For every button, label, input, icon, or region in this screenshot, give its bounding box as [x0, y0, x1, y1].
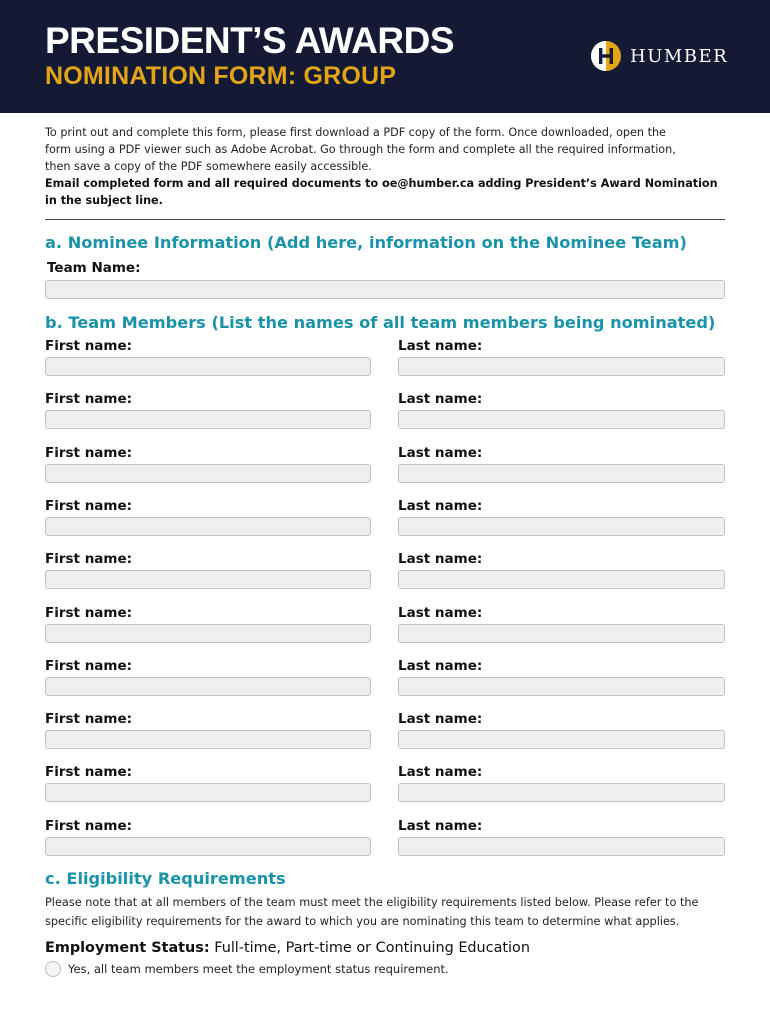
last-name-field[interactable]	[398, 410, 725, 429]
humber-logo	[590, 40, 728, 72]
first-name-label: First name:	[45, 391, 133, 407]
last-name-field[interactable]	[398, 837, 725, 856]
first-name-label: First name:	[45, 658, 133, 674]
first-name-field[interactable]	[45, 517, 371, 536]
last-name-field[interactable]	[398, 677, 725, 696]
logo-wordmark: HUMBER	[630, 45, 729, 67]
last-name-field[interactable]	[398, 730, 725, 749]
header-banner	[0, 0, 770, 113]
last-name-label: Last name:	[398, 711, 483, 727]
last-name-label: Last name:	[398, 445, 483, 461]
first-name-field[interactable]	[45, 570, 371, 589]
eligibility-note-line: specific eligibility requirements for the award to which you are nominating this team to determine what applies.	[45, 915, 680, 928]
last-name-field[interactable]	[398, 570, 725, 589]
last-name-label: Last name:	[398, 498, 483, 514]
first-name-label: First name:	[45, 445, 133, 461]
last-name-label: Last name:	[398, 391, 483, 407]
last-name-label: Last name:	[398, 764, 483, 780]
first-name-field[interactable]	[45, 730, 371, 749]
humber-emblem-icon	[590, 40, 622, 72]
last-name-label: Last name:	[398, 551, 483, 567]
first-name-field[interactable]	[45, 677, 371, 696]
last-name-label: Last name:	[398, 338, 483, 354]
intro-line: then save a copy of the PDF somewhere easily accessible.	[45, 160, 372, 173]
team-name-field[interactable]	[45, 280, 725, 299]
section-b-heading: b. Team Members (List the names of all team members being nominated)	[45, 313, 716, 332]
employment-status-radio[interactable]	[45, 961, 61, 977]
intro-email-instruction: Email completed form and all required documents to oe@humber.ca adding President’s Award Nomination	[45, 177, 718, 190]
intro-text	[45, 124, 725, 209]
section-a-heading: a. Nominee Information (Add here, information on the Nominee Team)	[45, 233, 687, 252]
section-c-heading: c. Eligibility Requirements	[45, 869, 286, 888]
first-name-field[interactable]	[45, 783, 371, 802]
intro-line: form using a PDF viewer such as Adobe Acrobat. Go through the form and complete all the required information,	[45, 143, 676, 156]
first-name-field[interactable]	[45, 357, 371, 376]
divider	[45, 219, 725, 220]
form-subtitle: NOMINATION FORM: GROUP	[45, 62, 397, 90]
last-name-field[interactable]	[398, 624, 725, 643]
employment-status	[45, 940, 530, 956]
intro-email-instruction: in the subject line.	[45, 194, 163, 207]
intro-line: To print out and complete this form, please first download a PDF copy of the form. Once downloaded, open the	[45, 126, 666, 139]
first-name-label: First name:	[45, 711, 133, 727]
last-name-field[interactable]	[398, 357, 725, 376]
first-name-label: First name:	[45, 764, 133, 780]
eligibility-note	[45, 893, 735, 931]
form-title: PRESIDENT’S AWARDS	[45, 20, 455, 61]
last-name-label: Last name:	[398, 658, 483, 674]
last-name-field[interactable]	[398, 464, 725, 483]
last-name-field[interactable]	[398, 517, 725, 536]
first-name-label: First name:	[45, 498, 133, 514]
last-name-label: Last name:	[398, 605, 483, 621]
employment-status-option-label: Yes, all team members meet the employment status requirement.	[68, 962, 449, 976]
employment-status-text: Full-time, Part-time or Continuing Education	[214, 940, 530, 956]
first-name-label: First name:	[45, 551, 133, 567]
first-name-label: First name:	[45, 818, 133, 834]
first-name-label: First name:	[45, 338, 133, 354]
last-name-label: Last name:	[398, 818, 483, 834]
employment-status-label: Employment Status:	[45, 940, 210, 956]
eligibility-note-line: Please note that at all members of the team must meet the eligibility requirements listed below. Please refer to the	[45, 896, 699, 909]
first-name-field[interactable]	[45, 410, 371, 429]
first-name-field[interactable]	[45, 624, 371, 643]
team-name-label: Team Name:	[47, 260, 141, 276]
first-name-field[interactable]	[45, 464, 371, 483]
first-name-label: First name:	[45, 605, 133, 621]
first-name-field[interactable]	[45, 837, 371, 856]
last-name-field[interactable]	[398, 783, 725, 802]
